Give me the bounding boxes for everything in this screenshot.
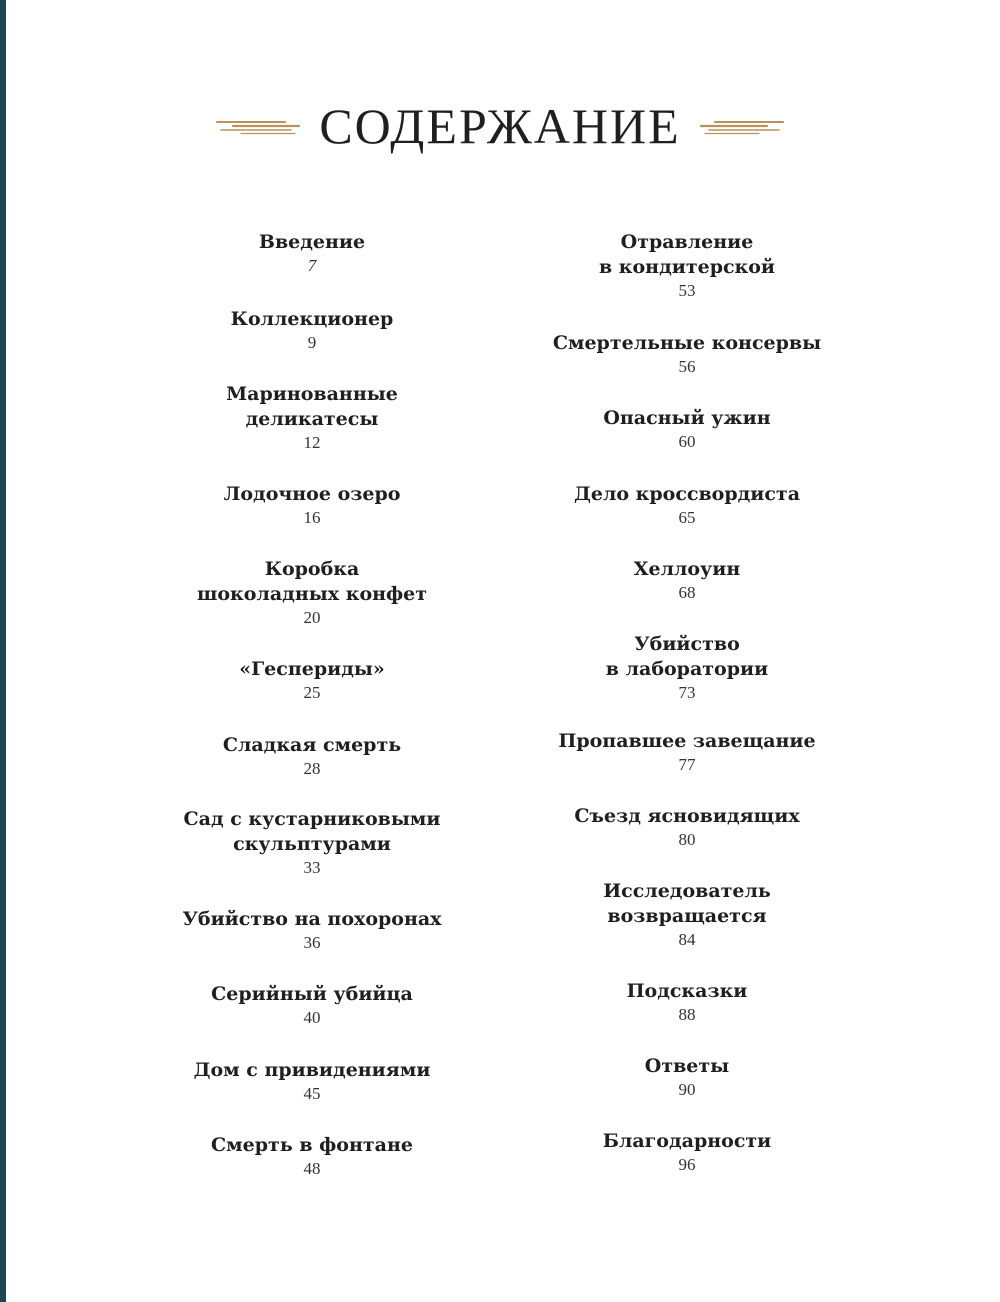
toc-entry-page: 84: [678, 930, 696, 949]
toc-entry-page: 68: [678, 583, 696, 602]
toc-entry[interactable]: [537, 331, 837, 378]
book-spine-edge: [0, 0, 6, 1302]
toc-entry[interactable]: [537, 1129, 837, 1176]
toc-entry-page: 16: [303, 508, 321, 527]
toc-entry[interactable]: [537, 482, 837, 529]
toc-entry-title: Убийство в лаборатории: [605, 633, 769, 680]
toc-entry-title: Смерть в фонтане: [211, 1134, 413, 1156]
toc-entry[interactable]: [537, 879, 837, 951]
toc-entry[interactable]: [162, 230, 462, 277]
toc-entry[interactable]: [162, 733, 462, 780]
toc-entry-page: 20: [303, 608, 321, 627]
toc-entry-page: 56: [678, 357, 696, 376]
toc-entry[interactable]: [537, 979, 837, 1026]
toc-entry-title: Благодарности: [602, 1130, 772, 1152]
toc-entry-page: 36: [303, 933, 321, 952]
toc-entry-title: Маринованные деликатесы: [226, 383, 398, 430]
toc-entry-title: Дело кроссвордиста: [573, 483, 801, 505]
toc-entry-page: 53: [678, 281, 696, 300]
page-title: СОДЕРЖАНИЕ: [319, 98, 681, 154]
toc-entry-title: Пропавшее завещание: [558, 730, 816, 752]
toc-entry-title: Сад с кустарниковыми скульптурами: [183, 808, 441, 855]
toc-entry-page: 90: [678, 1080, 696, 1099]
toc-entry-title: Дом с привидениями: [193, 1059, 431, 1081]
toc-entry[interactable]: [162, 907, 462, 954]
toc-entry-title: Исследователь возвращается: [603, 880, 771, 927]
toc-entry-page: 7: [307, 256, 317, 275]
toc-entry[interactable]: [162, 1133, 462, 1180]
toc-entry-title: Коробка шоколадных конфет: [196, 558, 428, 605]
toc-entry-title: Лодочное озеро: [223, 483, 401, 505]
toc-entry-title: Съезд ясновидящих: [574, 805, 800, 827]
toc-entry-page: 28: [303, 759, 321, 778]
toc-entry-title: Смертельные консервы: [552, 332, 822, 354]
left-ornament-icon: [215, 114, 301, 138]
toc-entry-page: 80: [678, 830, 696, 849]
toc-entry-page: 33: [303, 858, 321, 877]
toc-entry[interactable]: [537, 230, 837, 302]
toc-header: [0, 96, 1000, 156]
toc-entry-page: 45: [303, 1084, 321, 1103]
toc-entry-title: Опасный ужин: [603, 407, 771, 429]
toc-entry[interactable]: [162, 807, 462, 879]
toc-entry-page: 12: [303, 433, 321, 452]
toc-entry-page: 77: [678, 755, 696, 774]
toc-entry-title: «Геспериды»: [239, 658, 385, 680]
toc-entry-title: Отравление в кондитерской: [598, 231, 776, 278]
toc-entry[interactable]: [537, 804, 837, 851]
toc-entry-title: Коллекционер: [230, 308, 394, 330]
toc-entry[interactable]: [162, 557, 462, 629]
toc-entry[interactable]: [162, 982, 462, 1029]
toc-entry-page: 65: [678, 508, 696, 527]
toc-entry[interactable]: [162, 1058, 462, 1105]
toc-entry-page: 25: [303, 683, 321, 702]
toc-entry[interactable]: [162, 482, 462, 529]
toc-entry-title: Серийный убийца: [211, 983, 413, 1005]
toc-entry-page: 96: [678, 1155, 696, 1174]
toc-entry[interactable]: [537, 406, 837, 453]
toc-entry-page: 48: [303, 1159, 321, 1178]
toc-entry-title: Ответы: [644, 1055, 730, 1077]
toc-entry-page: 73: [678, 683, 696, 702]
toc-entry-title: Убийство на похоронах: [182, 908, 442, 930]
toc-entry[interactable]: [537, 557, 837, 604]
toc-entry[interactable]: [162, 307, 462, 354]
toc-entry-page: 88: [678, 1005, 696, 1024]
toc-entry-title: Хеллоуин: [633, 558, 741, 580]
toc-entry-title: Введение: [258, 231, 366, 253]
right-ornament-icon: [699, 114, 785, 138]
toc-entry[interactable]: [537, 1054, 837, 1101]
toc-entry-title: Подсказки: [626, 980, 748, 1002]
toc-entry[interactable]: [537, 632, 837, 704]
toc-entry-page: 40: [303, 1008, 321, 1027]
toc-entry-page: 60: [678, 432, 696, 451]
toc-entry-page: 9: [307, 333, 317, 352]
toc-entry[interactable]: [537, 729, 837, 776]
toc-entry[interactable]: [162, 657, 462, 704]
toc-entry-title: Сладкая смерть: [222, 734, 402, 756]
toc-entry[interactable]: [162, 382, 462, 454]
